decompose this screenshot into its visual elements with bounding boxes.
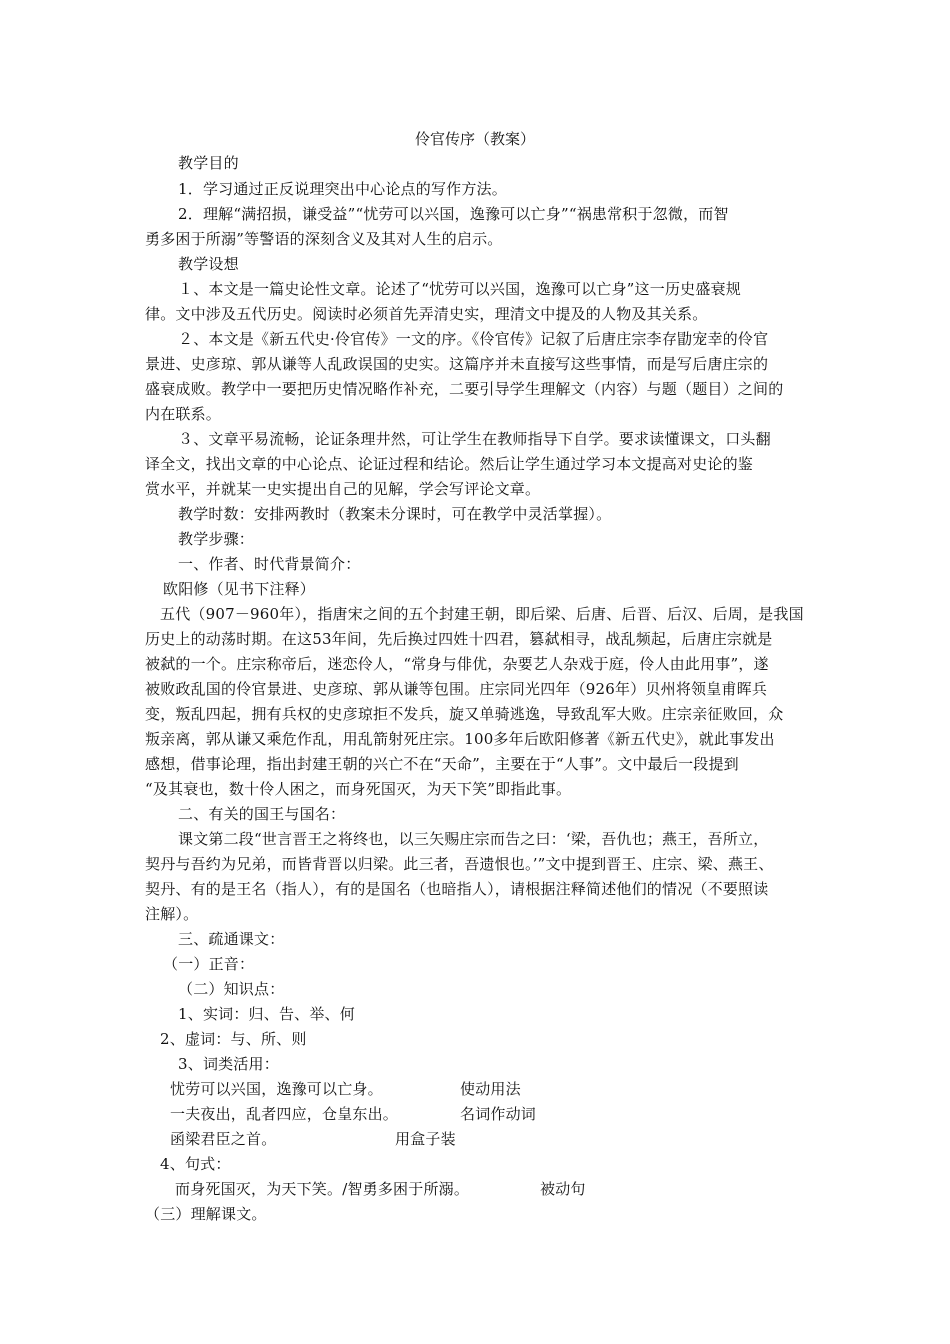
knowledge-sentence-patterns: 4、句式： (160, 1155, 231, 1173)
knowledge-function-words: 2、虚词：与、所、则 (160, 1030, 307, 1048)
plan-item-2: ２、本文是《新五代史·伶官传》一文的序。《伶官传》记叙了后唐庄宗李存勖宠幸的伶官 (178, 330, 769, 348)
heading-teaching-plan: 教学设想 (178, 255, 239, 273)
background-para-line-2: 历史上的动荡时期。在这53年间，先后换过四姓十四君，篡弑相寻，战乱频起，后唐庄宗就是 (145, 630, 773, 648)
background-para-line-1: 五代（907－960年），指唐宋之间的五个封建王朝，即后梁、后唐、后晋、后汉、后周，是我国 (160, 605, 804, 623)
background-para-line-4: 被败政乱国的伶官景进、史彦琼、郭从谦等包围。庄宗同光四年（926年）贝州将领皇甫晖兵 (145, 680, 768, 698)
pattern-example: 而身死国灭，为天下笑。/智勇多困于所溺。 (175, 1180, 470, 1198)
sub-heading-knowledge: （二）知识点： (178, 980, 285, 998)
sub-heading-pronunciation: （一）正音： (163, 955, 255, 973)
example-usage-2: 名词作动词 (460, 1105, 537, 1123)
knowledge-word-class: 3、词类活用： (178, 1055, 279, 1073)
plan-item-3-cont-1: 译全文，找出文章的中心论点、论证过程和结论。然后让学生通过学习本文提高对史论的鉴 (145, 455, 754, 473)
step-2-para-line-4: 注解）。 (145, 905, 199, 923)
step-2-para-line-3: 契丹、有的是王名（指人），有的是国名（也暗指人），请根据注释简述他们的情况（不要照读 (145, 880, 769, 898)
heading-teaching-goals: 教学目的 (178, 154, 239, 172)
plan-item-3-cont-2: 赏水平，并就某一史实提出自己的见解，学会写评论文章。 (145, 480, 541, 498)
author-note: 欧阳修（见书下注释） (163, 580, 316, 598)
background-para-line-7: 感想，借事论理，指出封建王朝的兴亡不在“天命”，主要在于“人事”。文中最后一段提到 (145, 755, 739, 773)
plan-item-3: ３、文章平易流畅，论证条理井然，可让学生在教师指导下自学。要求读懂课文，口头翻 (178, 430, 771, 448)
step-1-heading: 一、作者、时代背景简介： (178, 555, 361, 573)
plan-item-1-cont: 律。文中涉及五代历史。阅读时必须首先弄清史实，理清文中提及的人物及其关系。 (145, 305, 708, 323)
step-3-heading: 三、疏通课文： (178, 930, 285, 948)
teaching-hours: 教学时数：安排两教时（教案未分课时，可在教学中灵活掌握）。 (178, 505, 612, 523)
background-para-line-3: 被弑的一个。庄宗称帝后，迷恋伶人，“常身与俳优，杂要艺人杂戏于庭，伶人由此用事”，遂 (145, 655, 769, 673)
sub-heading-understanding: （三）理解课文。 (145, 1205, 267, 1223)
pattern-type: 被动句 (540, 1180, 586, 1198)
heading-teaching-steps: 教学步骤： (178, 530, 255, 548)
goal-item-2-cont: 勇多困于所溺”等警语的深刻含义及其对人生的启示。 (145, 230, 503, 248)
step-2-para-line-2: 契丹与吾约为兄弟，而皆背晋以归梁。此三者，吾遗恨也。’”文中提到晋王、庄宗、梁、燕王、 (145, 855, 774, 873)
knowledge-notional-words: 1、实词：归、告、举、何 (178, 1005, 355, 1023)
example-sentence-1: 忧劳可以兴国，逸豫可以亡身。 (170, 1080, 383, 1098)
step-2-heading: 二、有关的国王与国名： (178, 805, 346, 823)
plan-item-2-cont-1: 景进、史彦琼、郭从谦等人乱政误国的史实。这篇序并未直接写这些事情，而是写后唐庄宗的 (145, 355, 769, 373)
example-usage-3: 用盒子装 (395, 1130, 456, 1148)
goal-item-1: 1．学习通过正反说理突出中心论点的写作方法。 (178, 180, 507, 198)
example-sentence-2: 一夫夜出，乱者四应，仓皇东出。 (170, 1105, 399, 1123)
document-title: 伶官传序（教案） (414, 130, 535, 148)
plan-item-2-cont-3: 内在联系。 (145, 405, 222, 423)
plan-item-1: １、本文是一篇史论性文章。论述了“忧劳可以兴国，逸豫可以亡身”这一历史盛衰规 (178, 280, 741, 298)
background-para-line-6: 叛亲离，郭从谦又乘危作乱，用乱箭射死庄宗。100多年后欧阳修著《新五代史》，就此事发出 (145, 730, 775, 748)
example-sentence-3: 函梁君臣之首。 (170, 1130, 277, 1148)
plan-item-2-cont-2: 盛衰成败。教学中一要把历史情况略作补充，二要引导学生理解文（内容）与题（题目）之间的 (145, 380, 784, 398)
step-2-para-line-1: 课文第二段“世言晋王之将终也，以三矢赐庄宗而告之曰：‘梁，吾仇也；燕王，吾所立， (178, 830, 769, 848)
example-usage-1: 使动用法 (460, 1080, 521, 1098)
background-para-line-8: “及其衰也，数十伶人困之，而身死国灭，为天下笑”即指此事。 (145, 780, 572, 798)
goal-item-2: 2．理解“满招损，谦受益”“忧劳可以兴国，逸豫可以亡身”“祸患常积于忽微，而智 (178, 205, 729, 223)
background-para-line-5: 变，叛乱四起，拥有兵权的史彦琼拒不发兵，旋又单骑逃逸，导致乱军大败。庄宗亲征败回，众 (145, 705, 784, 723)
